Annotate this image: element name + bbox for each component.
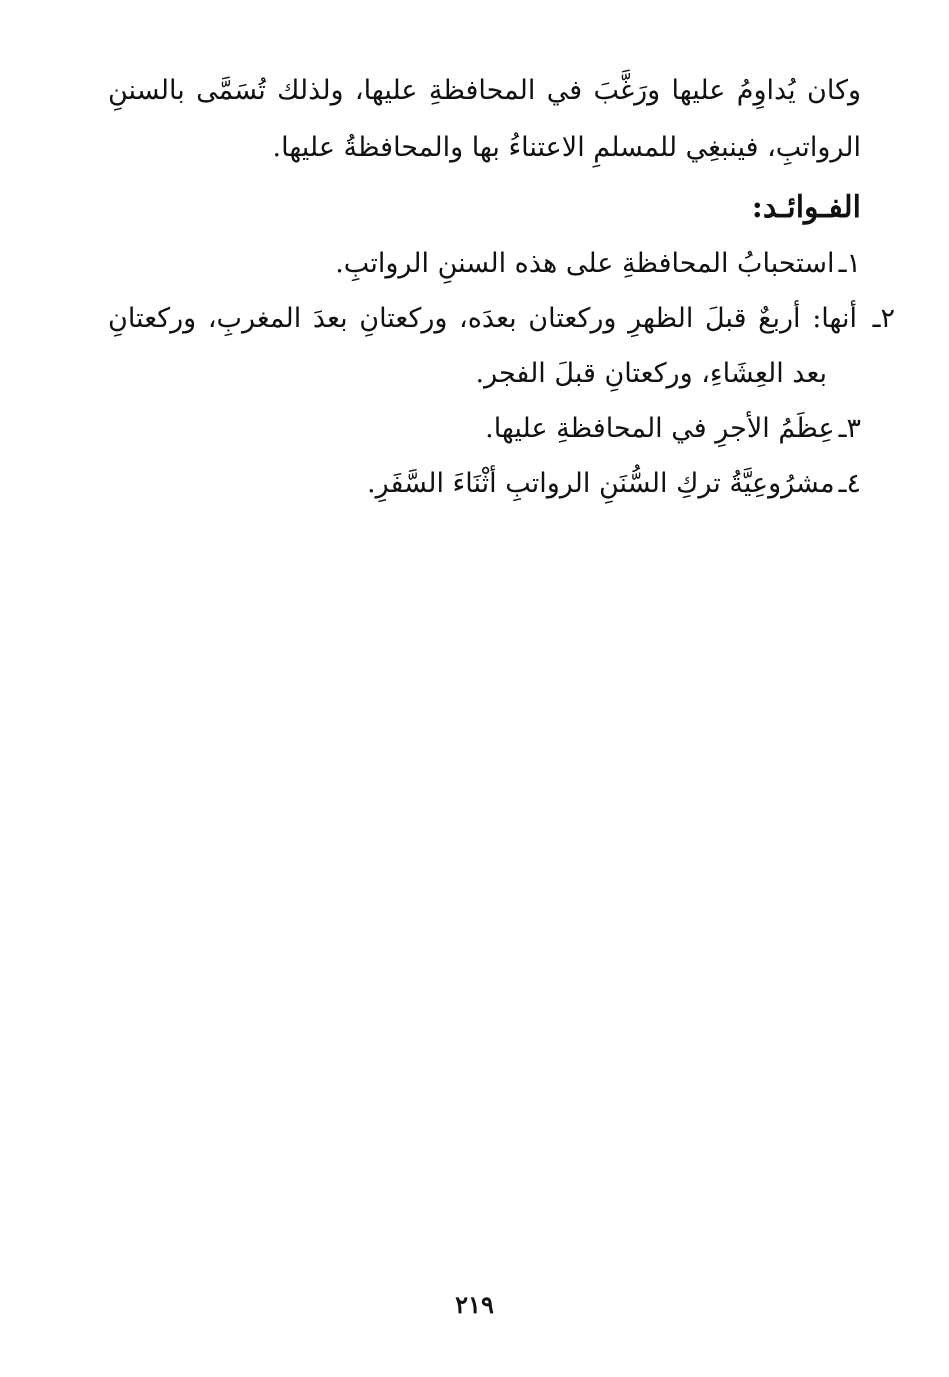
benefit-number: ٣ـ: [838, 413, 861, 444]
benefit-item-1: [108, 236, 861, 291]
benefit-item-4: [108, 456, 861, 511]
benefit-text: استحبابُ المحافظةِ على هذه السننِ الرواتبِ.: [335, 248, 835, 279]
benefit-text: مشرُوعِيَّةُ تركِ السُّنَنِ الرواتبِ أثْنَاءَ السَّفَرِ.: [367, 468, 835, 499]
benefit-text: أنها: أربعٌ قبلَ الظهرِ وركعتان بعدَه، وركعتانِ بعدَ المغربِ، وركعتانِ بعد العِشَاءِ، وركعتانِ قبلَ الفجر.: [108, 303, 857, 389]
benefit-item-3: [108, 401, 861, 456]
benefit-text: عِظَمُ الأجرِ في المحافظةِ عليها.: [485, 413, 835, 444]
benefits-heading: الفـوائـد:: [751, 190, 861, 225]
intro-paragraph: وكان يُداوِمُ عليها ورَغَّبَ في المحافظةِ عليها، ولذلك تُسَمَّى بالسننِ الرواتبِ، فينبغِي للمسلمِ الاعتناءُ بها والمحافظةُ عليها.: [108, 75, 861, 163]
benefits-list: [108, 236, 895, 511]
page-content: [108, 62, 895, 511]
benefit-number: ٤ـ: [838, 468, 861, 499]
benefit-number: ١ـ: [838, 248, 861, 279]
page-number: ٢١٩: [455, 1290, 494, 1319]
benefit-item-2: ٢ـأنها: أربعٌ قبلَ الظهرِ وركعتان بعدَه، وركعتانِ بعدَ المغربِ، وركعتانِ بعد العِشَاءِ، وركعتانِ قبلَ الفجر.: [108, 303, 895, 389]
